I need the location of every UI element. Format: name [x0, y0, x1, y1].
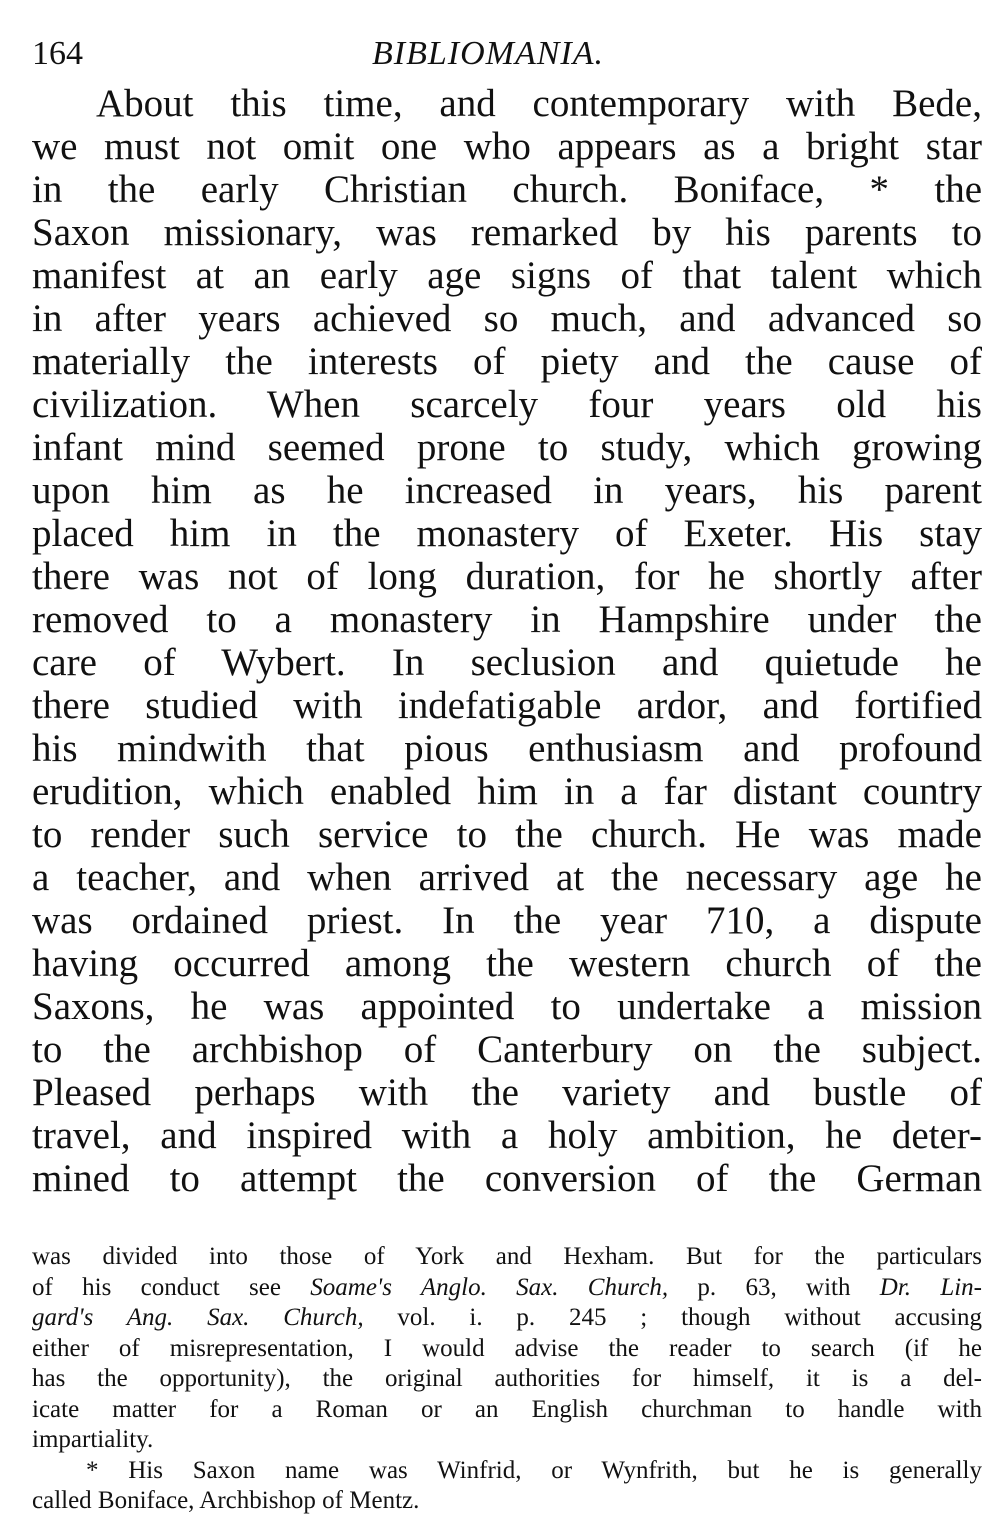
page-number: 164	[32, 35, 83, 72]
footnote-line	[32, 1303, 982, 1334]
body-line: there studied with indefatigable ardor, and fortified	[32, 684, 982, 727]
body-line: removed to a monastery in Hampshire under the	[32, 598, 982, 641]
body-line: About this time, and contemporary with Bede,	[96, 82, 982, 125]
body-line: infant mind seemed prone to study, which growing	[32, 426, 982, 469]
body-line: materially the interests of piety and the cause of	[32, 340, 982, 383]
footnote-citation: Soame's Anglo. Sax. Church,	[310, 1273, 669, 1301]
body-line: care of Wybert. In seclusion and quietude he	[32, 641, 982, 684]
footnote-line: has the opportunity), the original authorities for himself, it is a del-	[32, 1365, 982, 1392]
book-page	[32, 22, 982, 1517]
body-line: Saxons, he was appointed to undertake a mission	[32, 985, 982, 1028]
body-line: mined to attempt the conversion of the German	[32, 1157, 982, 1200]
footnote-line: * His Saxon name was Winfrid, or Wynfrith, but he is generally	[86, 1456, 982, 1484]
body-line: upon him as he increased in years, his parent	[32, 469, 982, 512]
footnote-text: vol. i. p. 245 ; though without accusing	[363, 1304, 983, 1331]
body-line: in the early Christian church. Boniface, * the	[32, 168, 982, 211]
running-head	[32, 22, 982, 82]
footnotes	[32, 1242, 982, 1517]
footnote-text: of his conduct see	[32, 1273, 311, 1301]
body-line: there was not of long duration, for he shortly after	[32, 555, 982, 598]
running-title: BIBLIOMANIA.	[372, 35, 605, 72]
footnote-citation: gard's Ang. Sax. Church,	[32, 1304, 364, 1331]
body-line: in after years achieved so much, and advanced so	[32, 297, 982, 340]
body-line: we must not omit one who appears as a bright star	[32, 125, 982, 168]
footnote-line	[32, 1273, 982, 1304]
body-line: a teacher, and when arrived at the necessary age he	[32, 856, 982, 899]
footnote-line: icate matter for a Roman or an English churchman to handle with	[32, 1395, 982, 1423]
body-paragraph	[32, 82, 982, 1200]
footnote-line: impartiality.	[32, 1426, 154, 1453]
body-line: Pleased perhaps with the variety and bustle of	[32, 1071, 982, 1114]
body-line: travel, and inspired with a holy ambition, he deter-	[32, 1114, 982, 1157]
footnote-citation: Dr. Lin-	[879, 1273, 983, 1301]
footnote-text: p. 63, with	[668, 1273, 880, 1301]
body-line: manifest at an early age signs of that talent which	[32, 254, 982, 297]
body-line: having occurred among the western church of the	[32, 942, 982, 985]
footnote-line: was divided into those of York and Hexham. But for the particulars	[32, 1243, 982, 1270]
body-line: to render such service to the church. He was made	[32, 813, 982, 856]
body-line: was ordained priest. In the year 710, a dispute	[32, 899, 982, 942]
footnote-line: either of misrepresentation, I would advise the reader to search (if he	[32, 1334, 982, 1362]
body-line: to the archbishop of Canterbury on the subject.	[32, 1028, 982, 1071]
body-line: Saxon missionary, was remarked by his parents to	[32, 211, 982, 254]
body-line: placed him in the monastery of Exeter. His stay	[32, 512, 982, 555]
body-line: his mindwith that pious enthusiasm and profound	[32, 727, 982, 770]
body-line: civilization. When scarcely four years old his	[32, 383, 982, 426]
footnote-line: called Boniface, Archbishop of Mentz.	[32, 1487, 420, 1514]
body-line: erudition, which enabled him in a far distant country	[32, 770, 982, 813]
